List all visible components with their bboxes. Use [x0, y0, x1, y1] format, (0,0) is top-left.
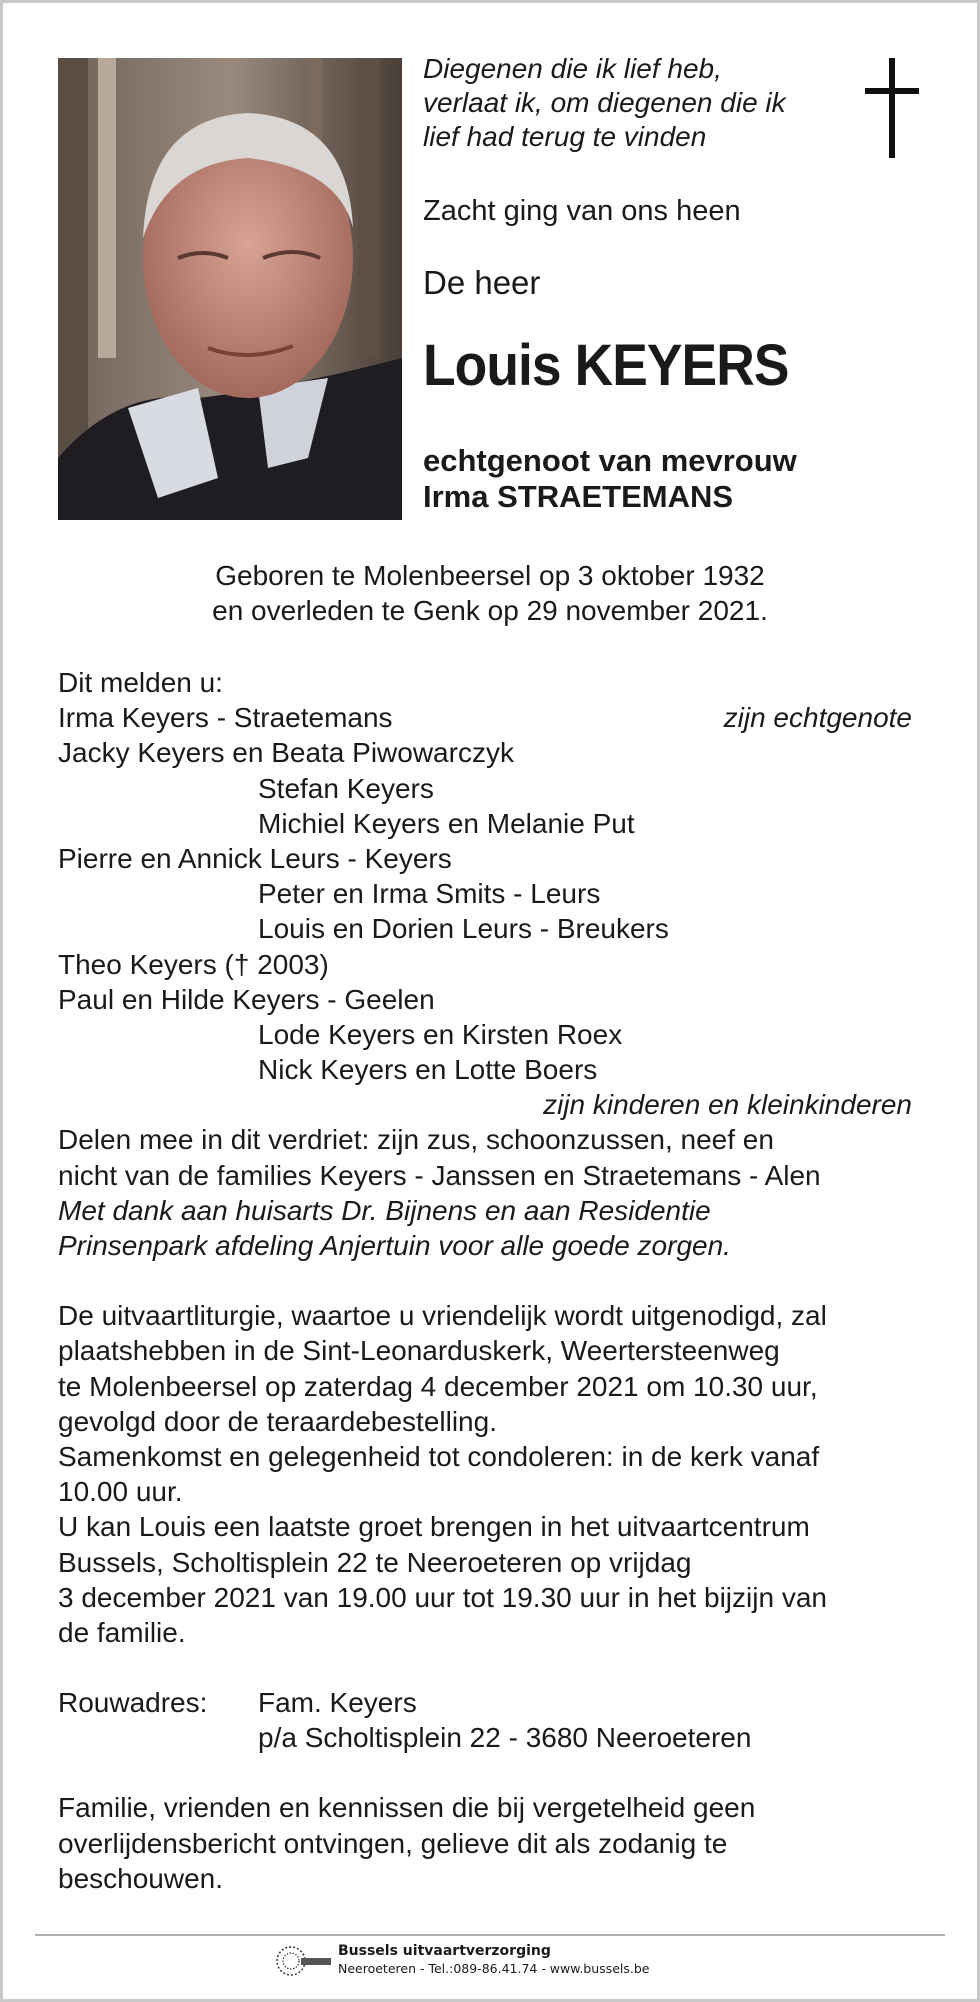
share-line: nicht van de families Keyers - Janssen en Straetemans - Alen	[58, 1159, 821, 1191]
family-member: Pierre en Annick Leurs - Keyers	[58, 842, 452, 874]
funeral-line: Samenkomst en gelegenheid tot condoleren: in de kerk vanaf	[58, 1440, 820, 1472]
deceased-name: Louis KEYERS	[423, 333, 789, 398]
address-row	[58, 1685, 918, 1720]
family-member: Peter en Irma Smits - Leurs	[258, 878, 601, 910]
funeral-line: plaatshebben in de Sint-Leonarduskerk, Weertersteenweg	[58, 1335, 780, 1367]
birth-death-info	[0, 558, 980, 628]
address-label: Rouwadres:	[58, 1687, 208, 1719]
born-line: Geboren te Molenbeersel op 3 oktober 1932	[215, 560, 765, 591]
closing-line: overlijdensbericht ontvingen, gelieve dit als zodanig te	[58, 1827, 728, 1859]
funeral-line: U kan Louis een laatste groet brengen in het uitvaartcentrum	[58, 1511, 810, 1543]
children-role: zijn kinderen en kleinkinderen	[543, 1089, 912, 1121]
cross-icon	[862, 58, 922, 158]
spouse-role: zijn echtgenote	[723, 702, 912, 734]
footer-divider	[35, 1934, 945, 1936]
funeral-line: 3 december 2021 van 19.00 uur tot 19.30 uur in het bijzijn van	[58, 1581, 827, 1613]
obituary-body	[58, 665, 918, 1896]
portrait-photo	[58, 58, 402, 520]
spouse-name: Irma Keyers - Straetemans	[58, 702, 393, 734]
family-member: Theo Keyers († 2003)	[58, 948, 329, 980]
family-member: Paul en Hilde Keyers - Geelen	[58, 983, 435, 1015]
thanks-line: Prinsenpark afdeling Anjertuin voor alle goede zorgen.	[58, 1230, 731, 1261]
family-member: Stefan Keyers	[258, 772, 434, 804]
family-member: Louis en Dorien Leurs - Breukers	[258, 913, 669, 945]
intro-text: Zacht ging van ons heen	[423, 195, 741, 227]
family-row	[58, 700, 918, 735]
funeral-line: De uitvaartliturgie, waartoe u vriendelijk wordt uitgenodigd, zal	[58, 1300, 827, 1332]
family-member: Nick Keyers en Lotte Boers	[258, 1054, 598, 1086]
family-member: Lode Keyers en Kirsten Roex	[258, 1018, 623, 1050]
family-heading: Dit melden u:	[58, 667, 223, 698]
spouse-line: Irma STRAETEMANS	[423, 479, 734, 514]
address-line: p/a Scholtisplein 22 - 3680 Neeroeteren	[258, 1722, 752, 1754]
funeral-line: de familie.	[58, 1616, 186, 1648]
quote-line: Diegenen die ik lief heb,	[423, 53, 722, 84]
family-member: Jacky Keyers en Beata Piwowarczyk	[58, 737, 514, 769]
share-line: Delen mee in dit verdriet: zijn zus, schoonzussen, neef en	[58, 1124, 774, 1156]
spouse-line: echtgenoot van mevrouw	[423, 443, 797, 478]
funeral-line: te Molenbeersel op zaterdag 4 december 2021 om 10.30 uur,	[58, 1370, 818, 1402]
quote-line: verlaat ik, om diegenen die ik	[423, 87, 786, 118]
closing-line: Familie, vrienden en kennissen die bij vergetelheid geen	[58, 1792, 756, 1824]
footer-text	[338, 1943, 649, 1977]
quote	[423, 52, 853, 154]
funeral-line: 10.00 uur.	[58, 1476, 183, 1508]
company-name: Bussels uitvaartverzorging	[338, 1943, 551, 1959]
closing-line: beschouwen.	[58, 1862, 224, 1894]
died-line: en overleden te Genk op 29 november 2021.	[212, 595, 768, 626]
thanks-line: Met dank aan huisarts Dr. Bijnens en aan Residentie	[58, 1194, 711, 1226]
funeral-line: Bussels, Scholtisplein 22 te Neeroeteren op vrijdag	[58, 1546, 692, 1578]
funeral-line: gevolgd door de teraardebestelling.	[58, 1405, 497, 1437]
family-member: Michiel Keyers en Melanie Put	[258, 807, 635, 839]
address-line: Fam. Keyers	[258, 1687, 417, 1719]
spouse-info	[423, 443, 797, 515]
quote-line: lief had terug te vinden	[423, 121, 707, 152]
honorific: De heer	[423, 264, 541, 301]
company-contact: Neeroeteren - Tel.:089-86.41.74 - www.bussels.be	[338, 1961, 650, 1976]
bussels-logo-icon	[275, 1943, 333, 1979]
